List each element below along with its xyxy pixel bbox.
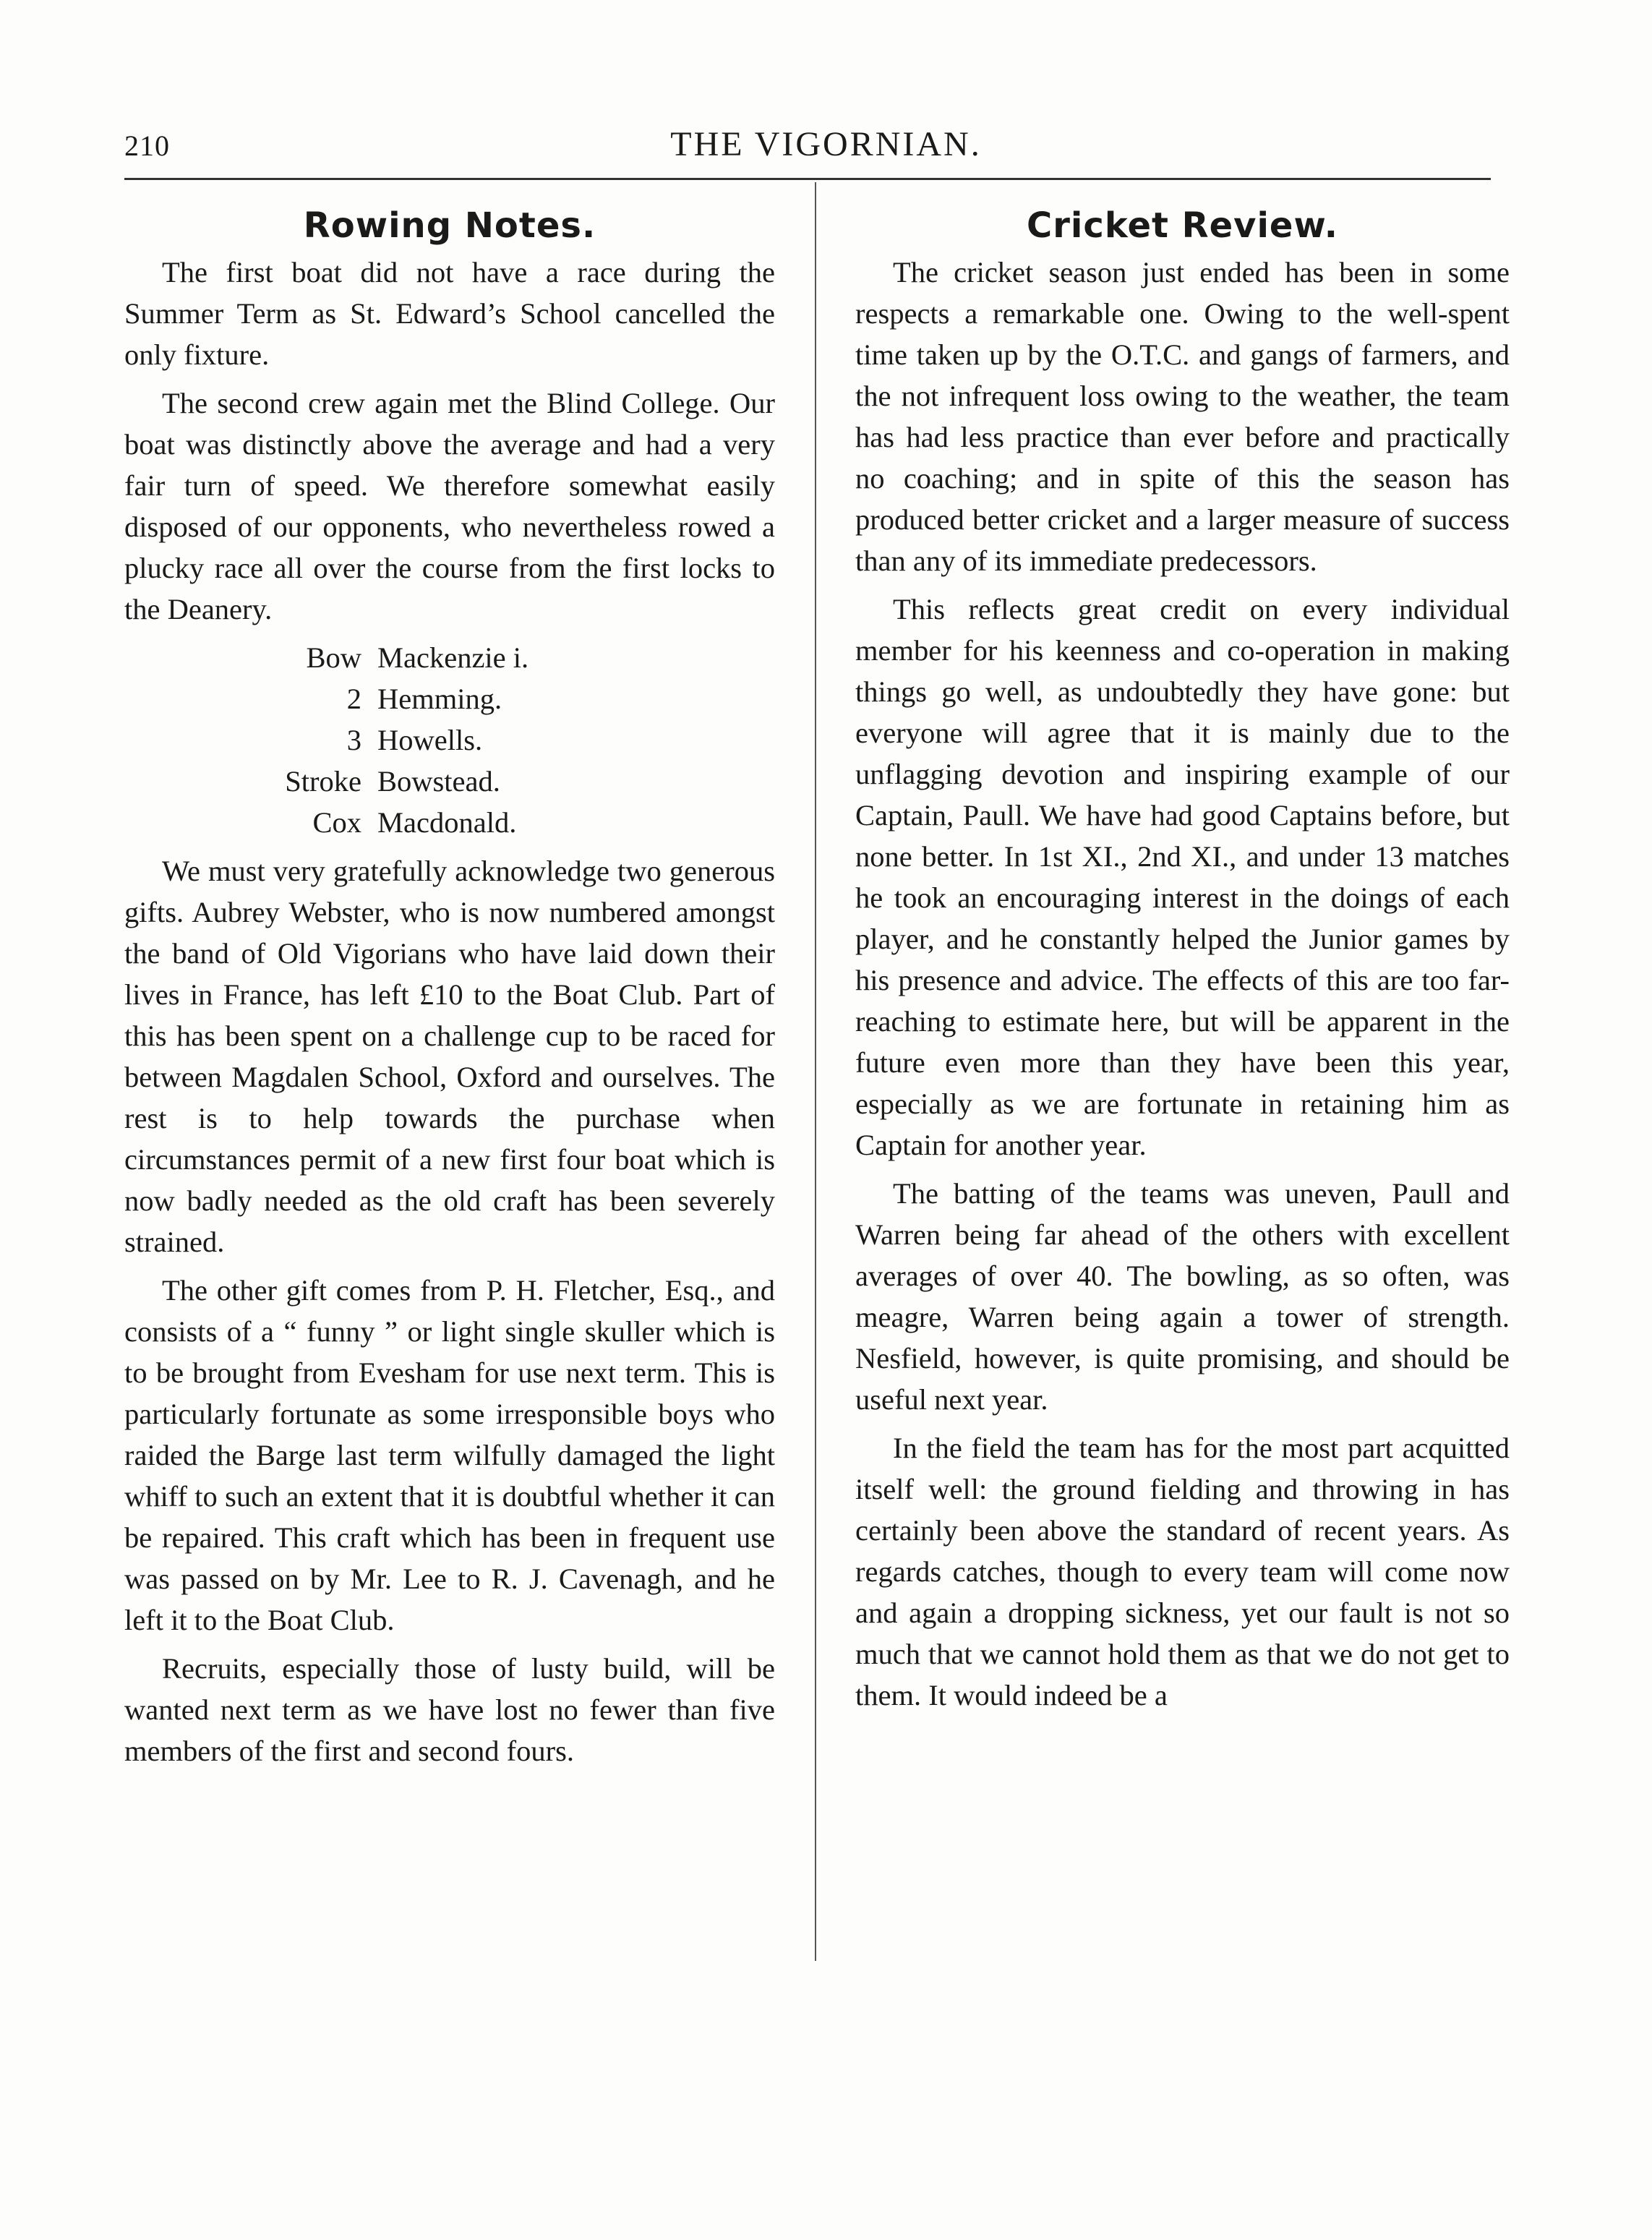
header-rule [124,178,1491,180]
cricket-paragraph: This reflects great credit on every individual member for his keenness and co-operation in making things go well, as undoubtedly they have gone: but everyone will agree that it is mainly due to the unflagging devotion and inspiring example of our Captain, Paull. We have had good Captains before, but none better. In 1st XI., 2nd XI., and under 13 matches he took an encouraging interest in the doings of each player, and he constantly helped the Junior games by his presence and advice. The effects of this are too far-reaching to estimate here, but will be apparent in the future even more than they have been this year, especially as we are fortunate in retaining him as Captain for another year. [855,593,1510,1161]
column-divider [815,182,816,1961]
crew-row [124,637,775,678]
crew-member-name: Bowstead. [377,765,500,798]
rowing-notes-title: Rowing Notes. [303,205,596,246]
crew-member-name: Hemming. [377,683,502,715]
crew-position: 2 [346,683,361,715]
crew-member-name: Mackenzie i. [377,641,529,674]
crew-position: 3 [346,724,361,756]
crew-row [124,719,775,761]
crew-member-name: Howells. [377,724,483,756]
rowing-paragraph: The second crew again met the Blind College. Our boat was distinctly above the average and had a very fair turn of speed. We therefore somewhat easily disposed of our opponents, who nevertheless rowed a plucky race all over the course from the first locks to the Deanery. [124,387,775,625]
crew-list [124,637,775,843]
crew-row [124,802,775,843]
crew-position: Stroke [285,765,361,798]
crew-position: Cox [312,806,361,839]
cricket-paragraph: In the field the team has for the most part acquitted itself well: the ground fielding and throwing in has certainly been above the standard of recent years. As regards catches, though to every team will come now and again a dropping sickness, yet our fault is not so much that we cannot hold them as that we do not get to them. It would indeed be a [855,1432,1510,1711]
crew-row [124,761,775,802]
rowing-notes-column [124,204,775,1779]
rowing-paragraph: We must very gratefully acknowledge two generous gifts. Aubrey Webster, who is now numbered amongst the band of Old Vigorians who have laid down their lives in France, has left £10 to the Boat Club. Part of this has been spent on a challenge cup to be raced for between Magdalen School, Oxford and ourselves. The rest is to help towards the purchase when circumstances permit of a new first four boat which is now badly needed as the old craft has been severely strained. [124,855,775,1258]
rowing-paragraph: The other gift comes from P. H. Fletcher, Esq., and consists of a “ funny ” or light single skuller which is to be brought from Evesham for use next term. This is particularly fortunate as some irresponsible boys who raided the Barge last term wilfully damaged the light whiff to such an extent that it is doubtful whether it can be repaired. This craft which has been in frequent use was passed on by Mr. Lee to R. J. Cavenagh, and he left it to the Boat Club. [124,1274,775,1636]
cricket-paragraph: The cricket season just ended has been in some respects a remarkable one. Owing to the well-spent time taken up by the O.T.C. and gangs of farmers, and the not infrequent loss owing to the weather, the team has had less practice than ever before and practically no coaching; and in spite of this the season has produced better cricket and a larger measure of success than any of its immediate predecessors. [855,256,1510,577]
crew-member-name: Macdonald. [377,806,517,839]
cricket-paragraph: The batting of the teams was uneven, Paull and Warren being far ahead of the others with excellent averages of over 40. The bowling, as so often, was meagre, Warren being again a tower of strength. Nesfield, however, is quite promising, and should be useful next year. [855,1177,1510,1416]
rowing-paragraph: The first boat did not have a race during the Summer Term as St. Edward’s School cancelled the only fixture. [124,256,775,371]
crew-position: Bow [306,641,361,674]
crew-row [124,678,775,719]
rowing-paragraph: Recruits, especially those of lusty build, will be wanted next term as we have lost no fewer than five members of the first and second fours. [124,1652,775,1767]
cricket-review-column [855,204,1510,1723]
running-title: THE VIGORNIAN. [670,125,982,163]
cricket-review-title: Cricket Review. [1027,205,1338,246]
page-number: 210 [124,129,170,162]
